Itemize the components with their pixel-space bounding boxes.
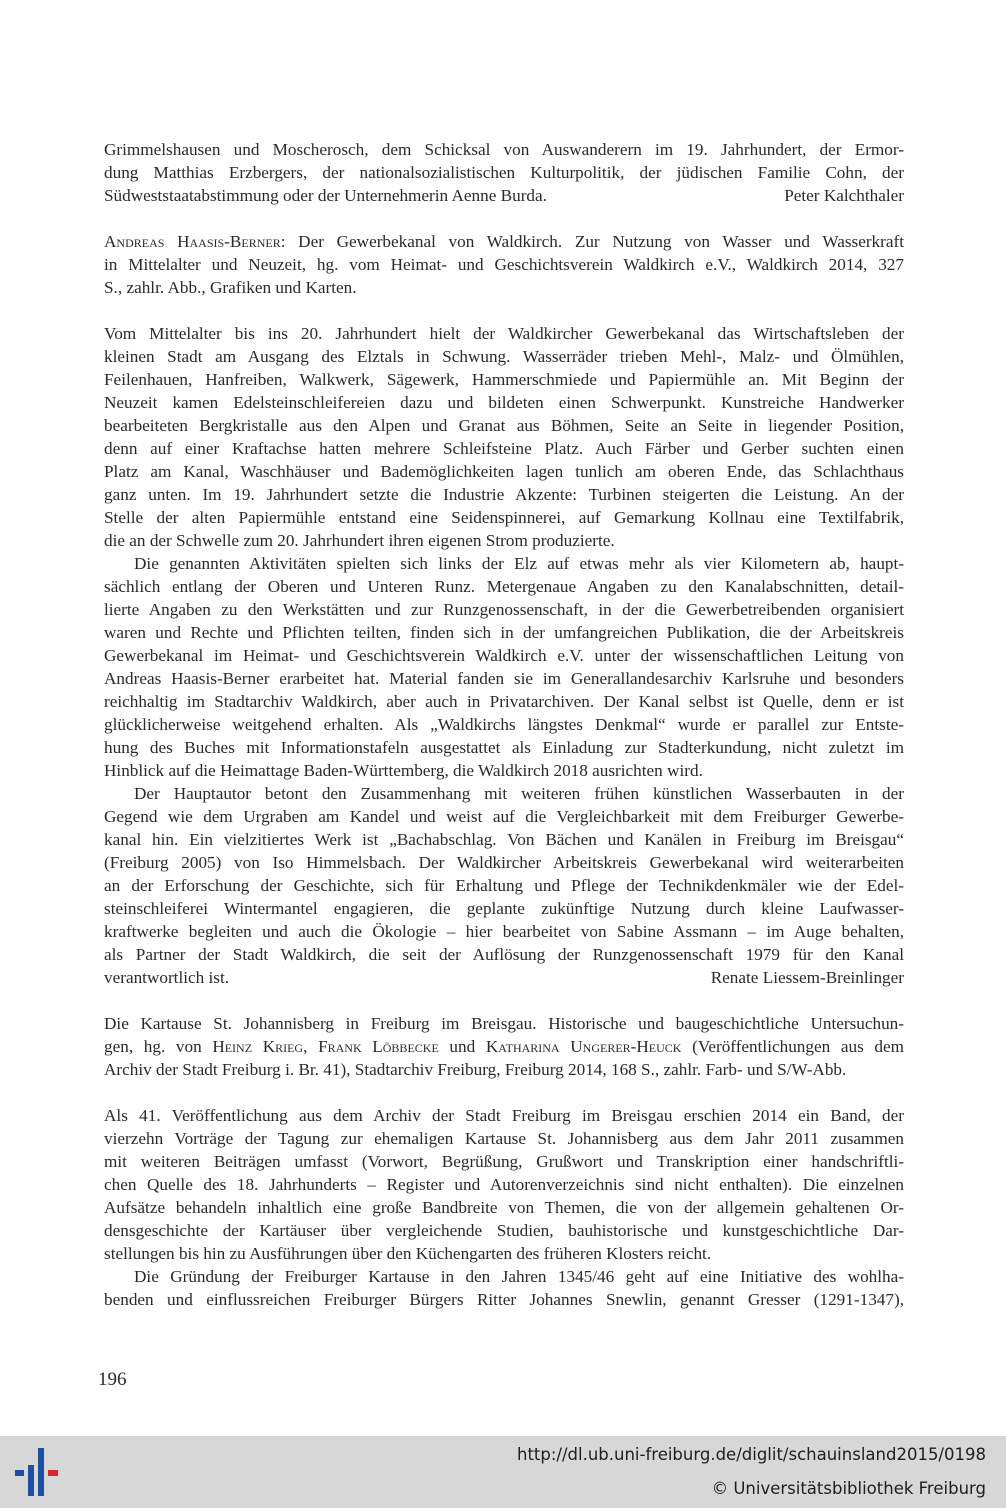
- text-line: Stelle der alten Papiermühle entstand eine Seidenspinnerei, auf Gemarkung Kollnau eine Textilfabrik,: [104, 508, 904, 527]
- header-line: Andreas Haasis-Berner: Der Gewerbekanal von Waldkirch. Zur Nutzung von Wasser und Wasserkraft: [104, 232, 905, 251]
- text-line: glücklicherweise weitgehend erhalten. Als „Waldkirchs längstes Denkmal“ wurde er parallel zur Entste-: [104, 715, 904, 734]
- text-line: ganz unten. Im 19. Jahrhundert setzte die Industrie Akzente: Turbinen steigerten die Leistung. An der: [104, 485, 904, 504]
- text-line: vierzehn Vorträge der Tagung zur ehemaligen Kartause St. Johannisberg aus dem Jahr 2011 zusammen: [104, 1129, 904, 1148]
- text-line: steinschleiferei Wintermantel engagieren, die geplante zukünftige Nutzung durch kleine Laufwasser-: [104, 899, 904, 918]
- editor-name: Frank Löbbecke: [318, 1037, 439, 1056]
- text-line: Gewerbekanal im Heimat- und Geschichtsverein Waldkirch e.V. unter der wissenschaftlichen Leitung von: [104, 646, 904, 665]
- text-line: kleinen Stadt am Ausgang des Elztals in Schwung. Wasserräder trieben Mehl-, Malz- und Ölmühlen,: [104, 347, 904, 366]
- footer-url-link[interactable]: http://dl.ub.uni-freiburg.de/diglit/schauinsland2015/0198: [516, 1445, 986, 1464]
- review-2-body: [104, 322, 904, 966]
- header-line: Die Kartause St. Johannisberg in Freiburg im Breisgau. Historische und baugeschichtliche Untersuchun-: [104, 1014, 904, 1033]
- text-line: kraftwerke begleiten und auch die Ökologie – hier bearbeitet von Sabine Assmann – im Auge behalten,: [104, 922, 904, 941]
- text-line: kanal hin. Ein vielzitiertes Werk ist „Bachabschlag. Von Bächen und Kanälen in Freiburg im Breisgau“: [104, 830, 904, 849]
- text-line: mit weiteren Beiträgen umfasst (Vorwort, Begrüßung, Grußwort und Transkription einer handschriftli-: [104, 1152, 904, 1171]
- review-3-header: [104, 1012, 904, 1081]
- text-line: an der Erforschung der Geschichte, sich für Erhaltung und Pflege der Technikdenkmäler wie der Edel-: [104, 876, 904, 895]
- text-line: Hinblick auf die Heimattage Baden-Württemberg, die Waldkirch 2018 ausrichten wird.: [104, 761, 703, 780]
- text-line: Südweststaatabstimmung oder der Unternehmerin Aenne Burda.: [104, 186, 547, 205]
- text-line: Feilenhauen, Hanfreiben, Walkwerk, Sägewerk, Hammerschmiede und Papiermühle an. Mit Beginn der: [104, 370, 904, 389]
- text-line: Neuzeit kamen Edelsteinschleifereien dazu und bildeten einen Schwerpunkt. Kunstreiche Handwerker: [104, 393, 904, 412]
- text-line: hung des Buches mit Informationstafeln ausgestattet als Einladung zur Stadterkundung, nicht zuletzt im: [104, 738, 904, 757]
- text-line: Andreas Haasis-Berner erarbeitet hat. Material fanden sie im Generallandesarchiv Karlsruhe und besonders: [104, 669, 904, 688]
- text-line: waren und Rechte und Pflichten teilten, finden sich in der umfangreichen Publikation, die der Arbeitskreis: [104, 623, 904, 642]
- text-line: denn auf einer Kraftachse hatten mehrere Schleifsteine Platz. Auch Färber und Gerber suchten einen: [104, 439, 904, 458]
- library-logo-icon: [14, 1444, 64, 1500]
- editor-name: Heinz Krieg: [212, 1037, 304, 1056]
- text-line: bearbeiteten Bergkristalle aus den Alpen und Granat aus Böhmen, Seite an Seite in liegender Position,: [104, 416, 904, 435]
- review-author: Renate Liessem-Breinlinger: [710, 968, 904, 987]
- review-1-tail: [104, 138, 904, 207]
- footer-bar: [0, 1436, 1006, 1508]
- text-line: Aufsätze behandeln inhaltlich eine große Bandbreite von Themen, die von der allgemein gehaltenen Or-: [104, 1198, 904, 1217]
- header-line: S., zahlr. Abb., Grafiken und Karten.: [104, 278, 357, 297]
- text-line: densgeschichte der Kartäuser über vergleichende Studien, bauhistorische und kunstgeschichtliche Dar-: [104, 1221, 904, 1240]
- header-line: gen, hg. von Heinz Krieg, Frank Löbbecke und Katharina Ungerer-Heuck (Veröffentlichungen aus dem: [104, 1037, 904, 1056]
- text-line: lierte Angaben zu den Werkstätten und zur Runzgenossenschaft, in der die Gewerbetreibenden organisiert: [104, 600, 904, 619]
- text-line: stellungen bis hin zu Ausführungen über den Küchengarten des früheren Klosters reicht.: [104, 1244, 712, 1263]
- text-line: verantwortlich ist.: [104, 968, 230, 987]
- text-line: Platz am Kanal, Waschhäuser und Bademöglichkeiten lagen tunlich am oberen Ende, das Schlachthaus: [104, 462, 904, 481]
- text-line: benden und einflussreichen Freiburger Bürgers Ritter Johannes Snewlin, genannt Gresser (1291-1347),: [104, 1290, 904, 1309]
- text-line: sächlich entlang der Oberen und Unteren Runz. Metergenaue Angaben zu den Kanalabschnitten, detail-: [104, 577, 904, 596]
- review-3-body: [104, 1104, 904, 1311]
- text-line: Gegend wie dem Urgraben am Kandel und weist auf die Vergleichbarkeit mit dem Freiburger Gewerbe-: [104, 807, 904, 826]
- text-line: chen Quelle des 18. Jahrhunderts – Register und Autorenverzeichnis sind nicht enthalten). Die einzelnen: [104, 1175, 904, 1194]
- header-line: in Mittelalter und Neuzeit, hg. vom Heimat- und Geschichtsverein Waldkirch e.V., Waldkirch 2014, 327: [104, 255, 904, 274]
- text-line: reichhaltig im Stadtarchiv Waldkirch, aber auch in Privatarchiven. Der Kanal selbst ist Quelle, denn er ist: [104, 692, 904, 711]
- page-number: 196: [98, 1369, 127, 1390]
- header-line: Archiv der Stadt Freiburg i. Br. 41), Stadtarchiv Freiburg, Freiburg 2014, 168 S., zahlr. Farb- und S/W-Abb.: [104, 1060, 847, 1079]
- text-line: Die Gründung der Freiburger Kartause in den Jahren 1345/46 geht auf eine Initiative des wohlha-: [134, 1267, 904, 1286]
- signature-line: [104, 966, 904, 989]
- text-line: Die genannten Aktivitäten spielten sich links der Elz auf etwas mehr als vier Kilometern ab, haupt-: [134, 554, 904, 573]
- text-line: die an der Schwelle zum 20. Jahrhundert ihren eigenen Strom produzierte.: [104, 531, 615, 550]
- text-line: als Partner der Stadt Waldkirch, die seit der Auflösung der Runzgenossenschaft 1979 für den Kanal: [104, 945, 904, 964]
- signature-line: [104, 184, 904, 207]
- text-line: dung Matthias Erzbergers, der nationalsozialistischen Kulturpolitik, der jüdischen Familie Cohn, der: [104, 163, 904, 182]
- page-text: [104, 138, 904, 1311]
- book-author: Andreas Haasis-Berner: [104, 232, 281, 251]
- text-line: (Freiburg 2005) von Iso Himmelsbach. Der Waldkircher Arbeitskreis Gewerbekanal wird weiterarbeiten: [104, 853, 904, 872]
- review-author: Peter Kalchthaler: [784, 186, 904, 205]
- text-line: Als 41. Veröffentlichung aus dem Archiv der Stadt Freiburg im Breisgau erschien 2014 ein Band, der: [104, 1106, 904, 1125]
- footer-copyright: © Universitätsbibliothek Freiburg: [711, 1479, 986, 1498]
- text-line: Grimmelshausen und Moscherosch, dem Schicksal von Auswanderern im 19. Jahrhundert, der Ermor-: [104, 140, 904, 159]
- editor-name: Katharina Ungerer-Heuck: [485, 1037, 682, 1056]
- text-line: Der Hauptautor betont den Zusammenhang mit weiteren frühen künstlichen Wasserbauten in der: [134, 784, 904, 803]
- text-line: Vom Mittelalter bis ins 20. Jahrhundert hielt der Waldkircher Gewerbekanal das Wirtschaftsleben der: [104, 324, 904, 343]
- review-2-header: [104, 230, 904, 299]
